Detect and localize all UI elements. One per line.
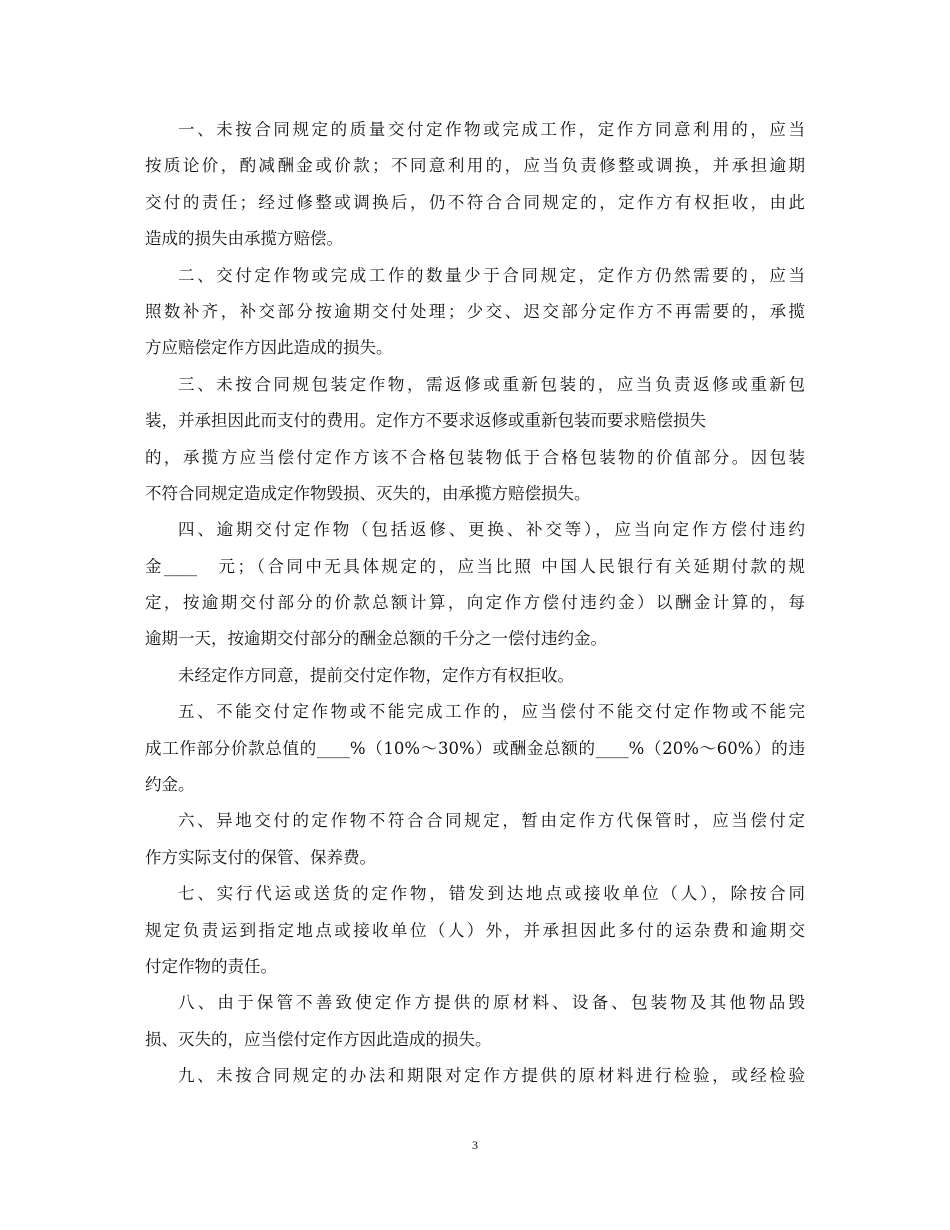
paragraph-9-line-1: 八、由于保管不善致使定作方提供的原材料、设备、包装物及其他物品毁 xyxy=(178,993,805,1013)
paragraph-9-line-2: 损、灭失的，应当偿付定作方因此造成的损失。 xyxy=(145,1029,492,1049)
paragraph-8-line-3: 付定作物的责任。 xyxy=(145,956,277,976)
paragraph-1-line-1: 一、未按合同规定的质量交付定作物或完成工作，定作方同意利用的，应当 xyxy=(178,120,805,139)
page-number: 3 xyxy=(472,1138,478,1152)
paragraph-2-line-2: 照数补齐，补交部分按逾期交付处理；少交、迟交部分定作方不再需要的，承揽 xyxy=(145,301,805,321)
paragraph-8-line-2: 规定负责运到指定地点或接收单位（人）外，并承担因此多付的运杂费和逾期交 xyxy=(145,920,805,940)
paragraph-1-line-3: 交付的责任；经过修整或调换后，仍不符合合同规定的，定作方有权拒收，由此 xyxy=(145,192,805,212)
paragraph-1-line-4: 造成的损失由承揽方赔偿。 xyxy=(145,229,343,249)
paragraph-6-line-3: 约金。 xyxy=(145,775,195,795)
paragraph-2-line-3: 方应赔偿定作方因此造成的损失。 xyxy=(145,338,393,358)
paragraph-4-line-2: 金____ 元；（合同中无具体规定的，应当比照 中国人民银行有关延期付款的规 xyxy=(145,556,805,576)
paragraph-6-line-1: 五、不能交付定作物或不能完成工作的，应当偿付不能交付定作物或不能完 xyxy=(178,702,805,722)
paragraph-3-line-2: 装，并承担因此而支付的费用。定作方不要求返修或重新包装而要求赔偿损失 xyxy=(145,411,706,431)
paragraph-7-line-1: 六、异地交付的定作物不符合合同规定，暂由定作方代保管时，应当偿付定 xyxy=(178,811,805,831)
paragraph-1-line-2: 按质论价，酌减酬金或价款；不同意利用的，应当负责修整或调换，并承担逾期 xyxy=(145,156,805,176)
paragraph-2-line-1: 二、交付定作物或完成工作的数量少于合同规定，定作方仍然需要的，应当 xyxy=(178,265,805,285)
paragraph-3-line-3: 的，承揽方应当偿付定作方该不合格包装物低于合格包装物的价值部分。因包装 xyxy=(145,447,805,467)
paragraph-7-line-2: 作方实际支付的保管、保养费。 xyxy=(145,847,376,867)
paragraph-3-line-1: 三、未按合同规包装定作物，需返修或重新包装的，应当负责返修或重新包 xyxy=(178,374,805,394)
paragraph-8-line-1: 七、实行代运或送货的定作物，错发到达地点或接收单位（人），除按合同 xyxy=(178,884,805,904)
paragraph-4-line-3: 定，按逾期交付部分的价款总额计算，向定作方偿付违约金）以酬金计算的，每 xyxy=(145,593,805,613)
paragraph-4-line-1: 四、逾期交付定作物（包括返修、更换、补交等），应当向定作方偿付违约 xyxy=(178,520,805,540)
body-text xyxy=(145,112,805,1095)
paragraph-5-line-1: 未经定作方同意，提前交付定作物，定作方有权拒收。 xyxy=(178,665,574,685)
paragraph-4-line-4: 逾期一天，按逾期交付部分的酬金总额的千分之一偿付违约金。 xyxy=(145,629,607,649)
paragraph-10-line-1: 九、未按合同规定的办法和期限对定作方提供的原材料进行检验，或经检验 xyxy=(178,1066,805,1086)
paragraph-6-line-2: 成工作部分价款总值的____%（10%～30%）或酬金总额的____%（20%～60%）的违 xyxy=(145,738,805,758)
paragraph-3-line-4: 不符合同规定造成定作物毁损、灭失的，由承揽方赔偿损失。 xyxy=(145,483,591,503)
